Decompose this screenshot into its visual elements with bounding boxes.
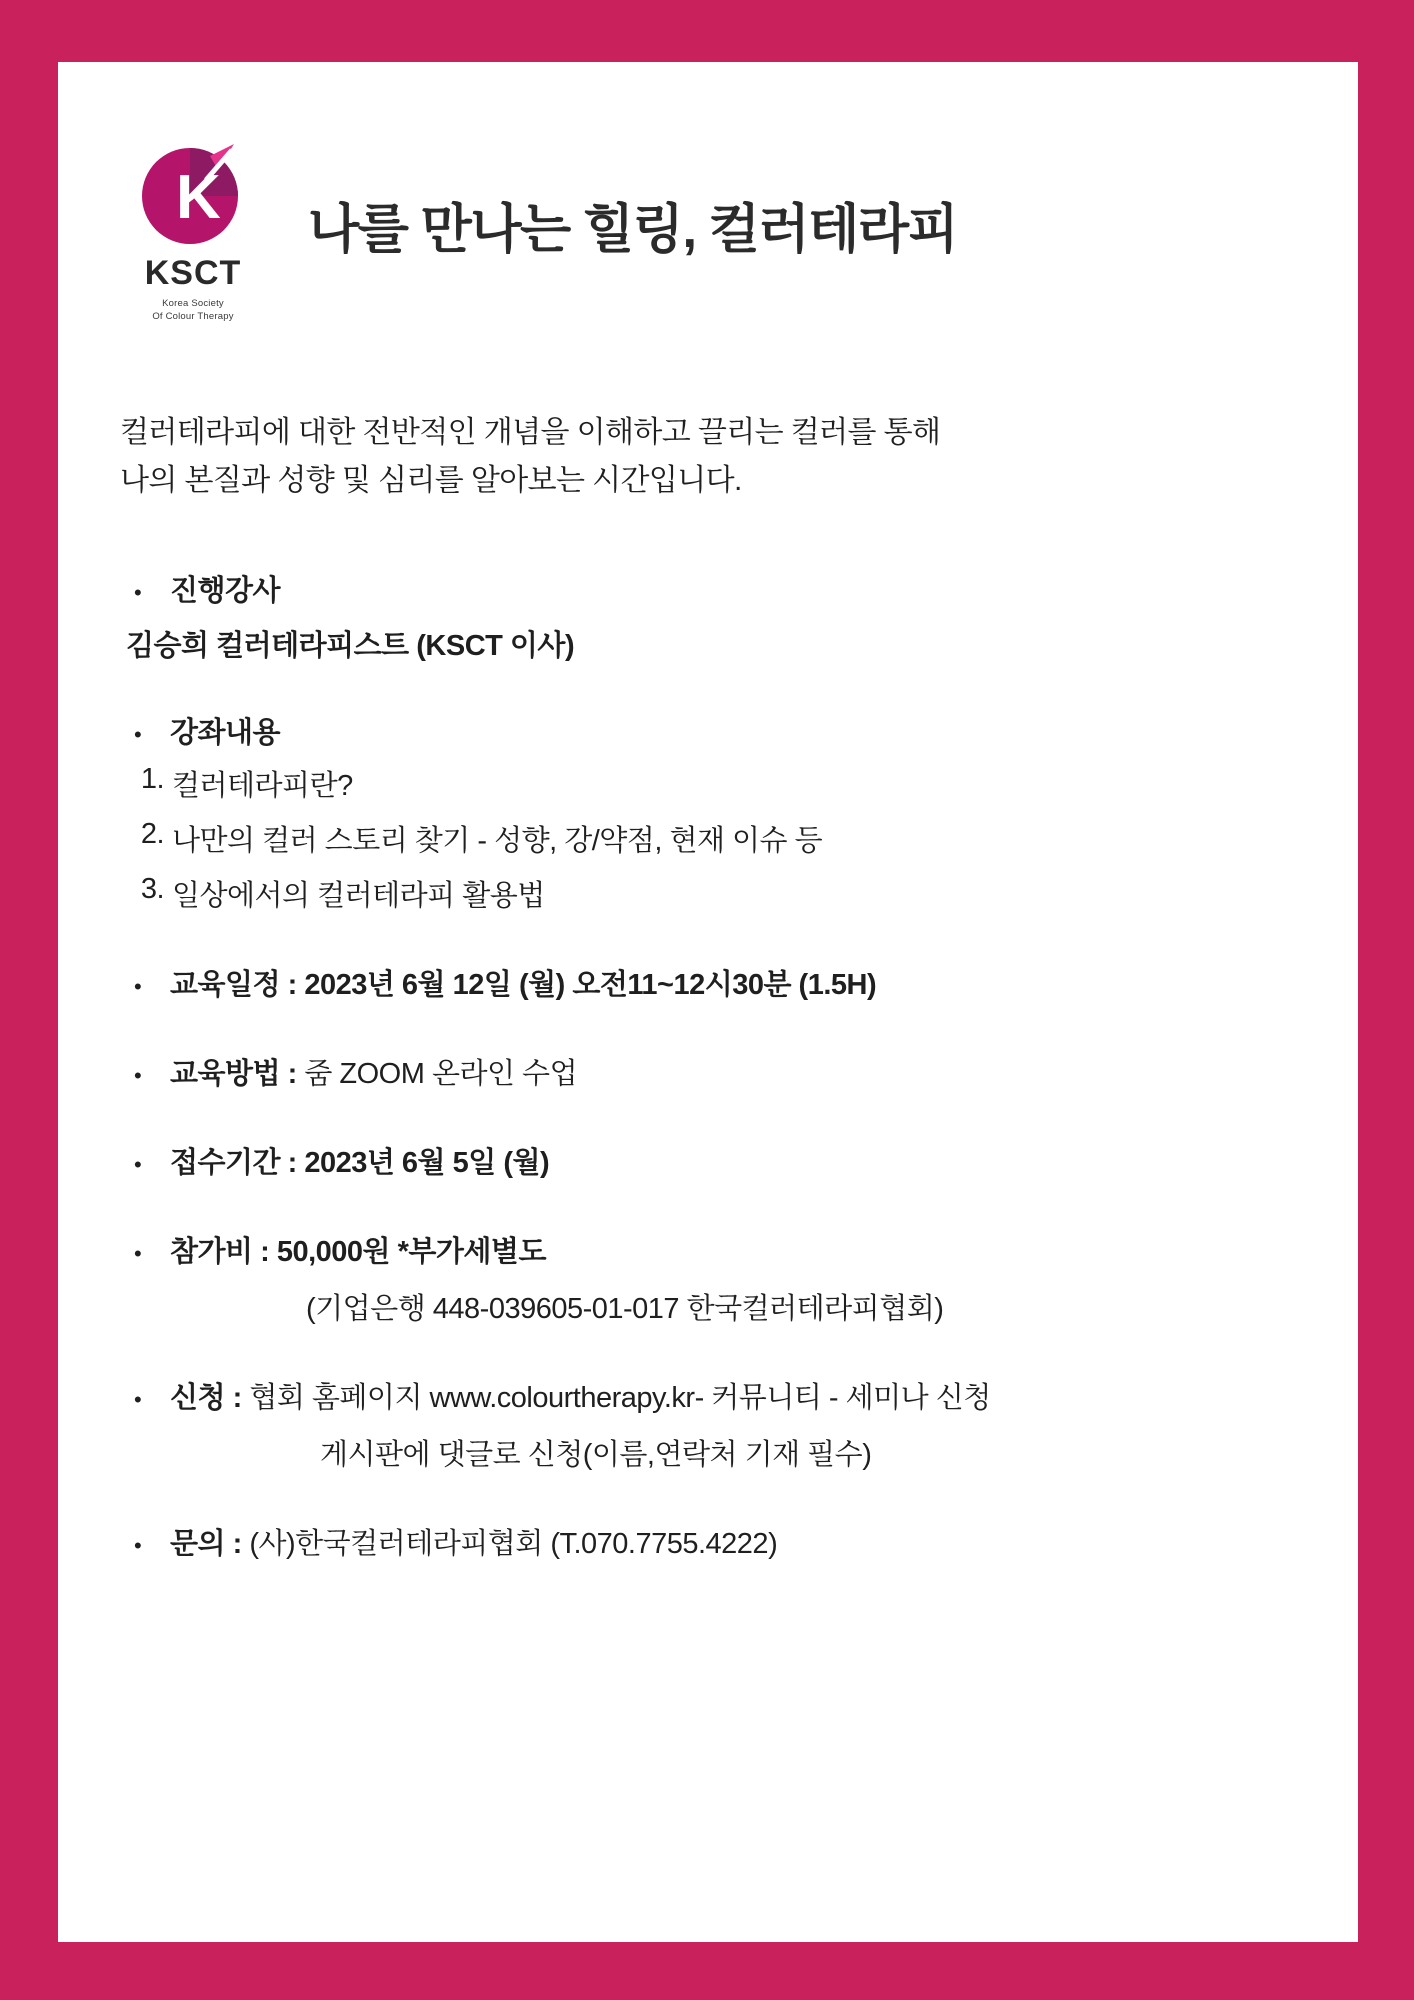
section-curriculum xyxy=(120,710,1296,914)
detail-registration-period-label: 접수기간 : xyxy=(170,1146,297,1179)
curriculum-item-text: 일상에서의 컬러테라피 활용법 xyxy=(172,879,545,912)
section-instructor-heading xyxy=(120,568,1296,609)
bullet-dot-icon: • xyxy=(134,1062,142,1088)
poster-body xyxy=(58,409,1358,1562)
bullet-dot-icon: • xyxy=(134,1240,142,1266)
detail-registration-period-value: 2023년 6월 5일 (월) xyxy=(304,1146,550,1179)
detail-schedule-value: 2023년 6월 12일 (월) 오전11~12시30분 (1.5H) xyxy=(304,968,877,1001)
detail-apply-label: 신청 : xyxy=(170,1381,242,1414)
detail-contact xyxy=(120,1521,1296,1562)
list-item xyxy=(120,818,1296,859)
logo-wordmark-text: KSCT xyxy=(144,254,242,292)
bullet-dot-icon: • xyxy=(134,973,142,999)
curriculum-item-text: 나만의 컬러 스토리 찾기 - 성향, 강/약점, 현재 이슈 등 xyxy=(172,824,823,857)
poster-card xyxy=(58,62,1358,1942)
detail-fee-row xyxy=(120,1229,1296,1270)
detail-schedule-label: 교육일정 : xyxy=(170,968,297,1001)
detail-apply-note: 게시판에 댓글로 신청(이름,연락처 기재 필수) xyxy=(320,1438,872,1471)
section-curriculum-heading xyxy=(120,710,1296,751)
svg-text:K: K xyxy=(176,163,221,232)
lead-line-2: 나의 본질과 성향 및 심리를 알아보는 시간입니다. xyxy=(120,464,742,498)
logo-subtitle xyxy=(118,298,268,324)
logo-wordmark xyxy=(118,254,268,293)
lead-paragraph xyxy=(120,409,1296,506)
curriculum-item-number: 3. xyxy=(140,872,164,905)
detail-method-row xyxy=(120,1051,1296,1092)
section-instructor-label: 진행강사 xyxy=(170,574,281,607)
detail-apply-row xyxy=(120,1375,1296,1416)
section-instructor-detail: 김승희 컬러테라피스트 (KSCT 이사) xyxy=(126,629,575,662)
detail-schedule xyxy=(120,962,1296,1003)
detail-fee-value: 50,000원 *부가세별도 xyxy=(276,1235,546,1268)
detail-registration-period xyxy=(120,1140,1296,1181)
lead-line-1: 컬러테라피에 대한 전반적인 개념을 이해하고 끌리는 컬러를 통해 xyxy=(120,415,941,449)
detail-schedule-row xyxy=(120,962,1296,1003)
detail-contact-row xyxy=(120,1521,1296,1562)
bullet-dot-icon: • xyxy=(134,1532,142,1558)
detail-contact-label: 문의 : xyxy=(170,1527,242,1560)
detail-apply xyxy=(120,1375,1296,1473)
detail-fee-label: 참가비 : xyxy=(170,1235,270,1268)
section-curriculum-label: 강좌내용 xyxy=(170,716,281,749)
curriculum-item-number: 1. xyxy=(140,762,164,795)
detail-method xyxy=(120,1051,1296,1092)
list-item xyxy=(120,763,1296,804)
bullet-dot-icon: • xyxy=(134,721,142,747)
curriculum-item-text: 컬러테라피란? xyxy=(172,769,353,802)
detail-fee-account: (기업은행 448-039605-01-017 한국컬러테라피협회) xyxy=(306,1292,944,1325)
ksct-logo xyxy=(118,132,268,324)
logo-circle-icon xyxy=(138,140,248,250)
page-title: 나를 만나는 힐링, 컬러테라피 xyxy=(308,200,958,259)
detail-registration-period-row xyxy=(120,1140,1296,1181)
bullet-dot-icon: • xyxy=(134,579,142,605)
detail-contact-value: (사)한국컬러테라피협회 (T.070.7755.4222) xyxy=(249,1527,778,1560)
logo-subtitle-line2: Of Colour Therapy xyxy=(152,310,234,322)
detail-fee xyxy=(120,1229,1296,1327)
detail-method-label: 교육방법 : xyxy=(170,1057,297,1090)
curriculum-list xyxy=(120,763,1296,914)
logo-subtitle-line1: Korea Society xyxy=(162,298,224,309)
list-item xyxy=(120,873,1296,914)
detail-apply-value: 협회 홈페이지 www.colourtherapy.kr- 커뮤니티 - 세미나 신청 xyxy=(249,1381,991,1414)
bullet-dot-icon: • xyxy=(134,1151,142,1177)
section-instructor xyxy=(120,568,1296,664)
curriculum-item-number: 2. xyxy=(140,817,164,850)
detail-method-value: 줌 ZOOM 온라인 수업 xyxy=(304,1057,578,1090)
poster-header xyxy=(58,62,1358,324)
bullet-dot-icon: • xyxy=(134,1386,142,1412)
